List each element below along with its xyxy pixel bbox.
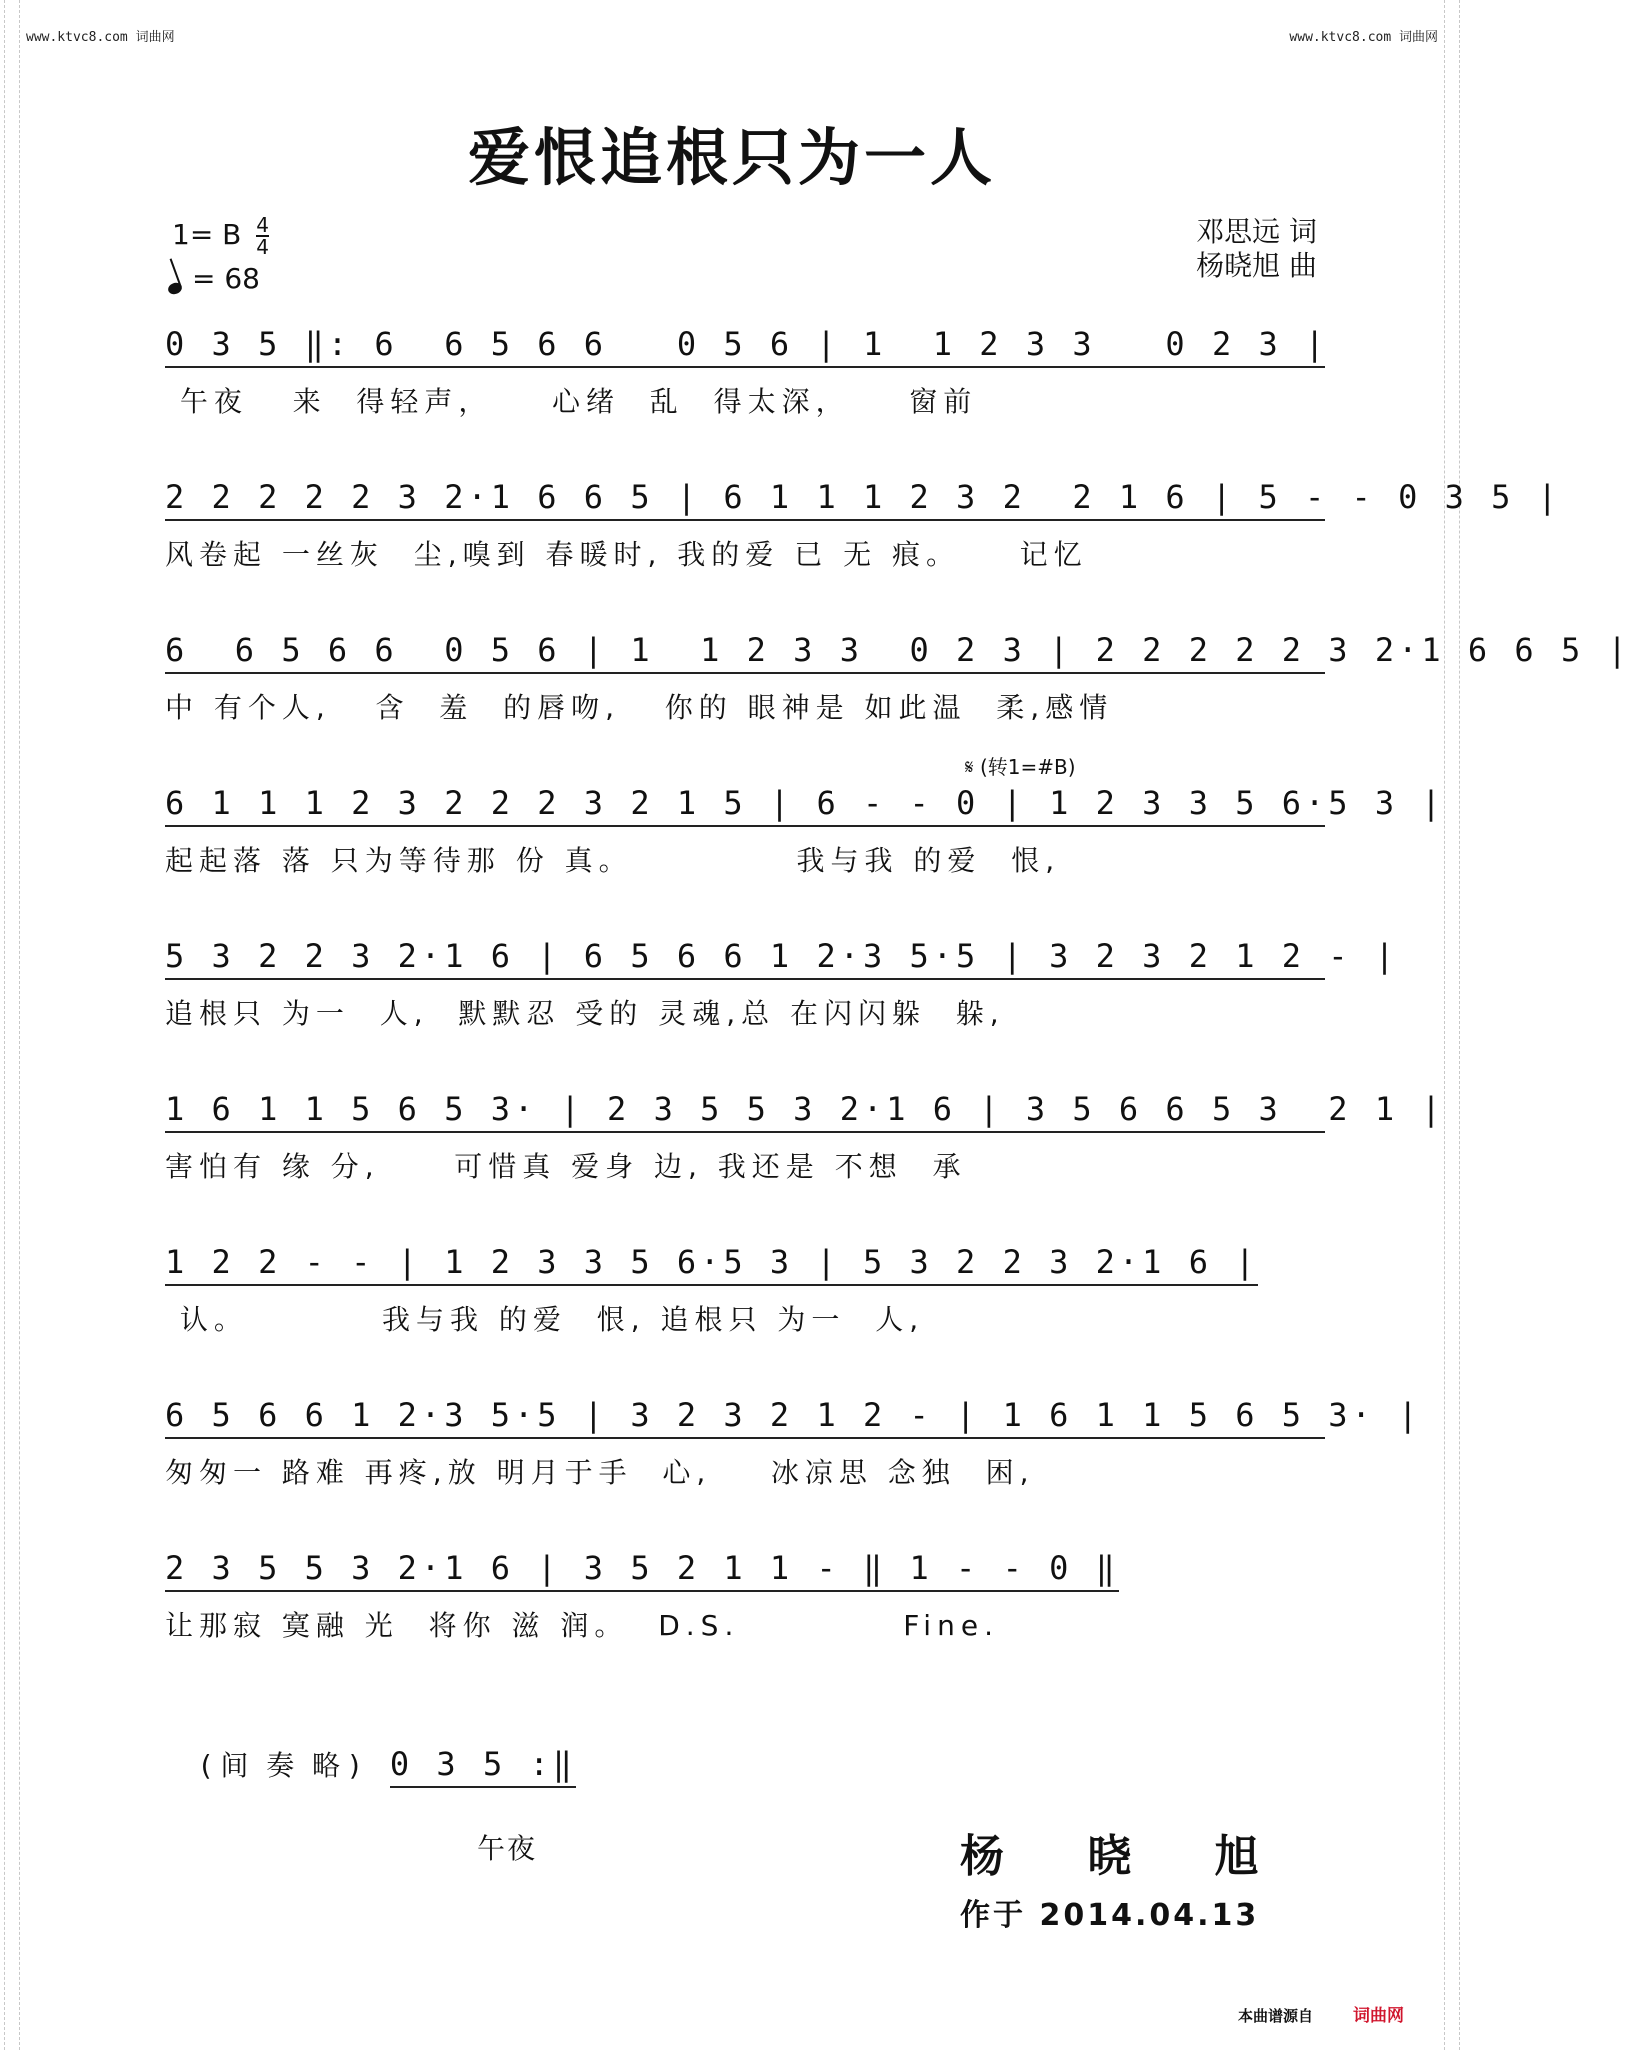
lyric-line: 让那寂 寞融 光 将你 滋 润。 D.S. Fine. [165, 1609, 999, 1642]
lyric-line: 午夜 来 得轻声， 心绪 乱 得太深， 窗前 [165, 385, 978, 418]
score-system [165, 322, 1345, 475]
credits [1196, 215, 1317, 283]
score-system [165, 755, 1445, 934]
song-title: 爱恨追根只为一人 [467, 121, 996, 194]
tempo-value: = 68 [192, 262, 260, 295]
lyric-line: 风卷起 一丝灰 尘,嗅到 春暖时, 我的爱 已 无 痕。 记忆 [165, 538, 1088, 571]
notation-line: 1 2 2 - - | 1 2 3 3 5 6·5 3 | 5 3 2 2 3 2·1 6 | [165, 1240, 1258, 1286]
score-system [165, 1087, 1445, 1240]
segno-modulation [965, 751, 1076, 780]
interlude-lyric: 午夜 [477, 1832, 538, 1865]
key-label: 1= B [172, 218, 242, 251]
score-system [165, 475, 1561, 628]
lyric-line: 害怕有 缘 分, 可惜真 爱身 边, 我还是 不想 承 [165, 1150, 967, 1183]
score-system [165, 1393, 1422, 1546]
lyric-line: 匆匆一 路难 再疼,放 明月于手 心, 冰凉思 念独 困, [165, 1456, 1035, 1489]
signature-name: 杨 晓 旭 [960, 1831, 1293, 1882]
quarter-note-icon [167, 281, 184, 296]
score-system [165, 934, 1399, 1087]
time-signature-bottom: 4 [256, 235, 270, 259]
composer-credit: 杨晓旭 曲 [1196, 249, 1317, 282]
source-label: 本曲谱源自 [1237, 2007, 1313, 2025]
notation-line: 2 2 2 2 2 3 2·1 6 6 5 | 6 1 1 1 2 3 2 2 1 6 | 5 - - 0 3 5 | [165, 475, 1325, 521]
brand-link[interactable]: 词曲网 [1353, 2006, 1404, 2026]
notation-line: 5 3 2 2 3 2·1 6 | 6 5 6 6 1 2·3 5·5 | 3 2 3 2 1 2 - | [165, 934, 1325, 980]
score-system [165, 628, 1631, 781]
tempo-marking [168, 262, 260, 295]
modulation-label: (转1=#B) [979, 755, 1076, 779]
score-system [165, 1240, 1345, 1393]
music-score [165, 322, 1631, 1933]
left-margin-strip [4, 0, 20, 2050]
time-signature [256, 215, 269, 257]
notation-line: 6 1 1 1 2 3 2 2 2 3 2 1 5 | 6 - - 0 | 1 2 3 3 5 6·5 3 | [165, 781, 1325, 827]
signature-date: 作于 2014.04.13 [960, 1898, 1260, 1933]
score-system [165, 1546, 1345, 1699]
notation-line: 6 5 6 6 1 2·3 5·5 | 3 2 3 2 1 2 - | 1 6 1 1 5 6 5 3· | [165, 1393, 1325, 1439]
key-signature [172, 215, 269, 257]
site-header-left: www.ktvc8.com 词曲网 [26, 30, 175, 45]
interlude-notation: 0 3 5 :‖ [390, 1742, 576, 1788]
lyric-line: 中 有个人, 含 羞 的唇吻, 你的 眼神是 如此温 柔,感情 [165, 691, 1114, 724]
lyric-line: 起起落 落 只为等待那 份 真。 我与我 的爱 恨, [165, 844, 1061, 877]
time-signature-top: 4 [256, 213, 270, 237]
right-margin-strip [1444, 0, 1460, 2050]
notation-line: 2 3 5 5 3 2·1 6 | 3 5 2 1 1 - ‖ 1 - - 0 ‖ [165, 1546, 1119, 1592]
lyric-line: 认。 我与我 的爱 恨, 追根只 为一 人, [165, 1303, 925, 1336]
notation-line: 1 6 1 1 5 6 5 3· | 2 3 5 5 3 2·1 6 | 3 5 6 6 5 3 2 1 | [165, 1087, 1325, 1133]
lyric-line: 追根只 为一 人, 默默忍 受的 灵魂,总 在闪闪躲 躲, [165, 997, 1005, 1030]
segno-icon: 𝄋 [965, 755, 974, 779]
site-header-right: www.ktvc8.com 词曲网 [1289, 30, 1438, 45]
notation-line: 6 6 5 6 6 0 5 6 | 1 1 2 3 3 0 2 3 | 2 2 2 2 2 3 2·1 6 6 5 | [165, 628, 1325, 674]
interlude-label: ( 间 奏 略 ) [200, 1749, 360, 1782]
lyricist-credit: 邓思远 词 [1196, 215, 1317, 248]
notation-line: 0 3 5 ‖: 6 6 5 6 6 0 5 6 | 1 1 2 3 3 0 2 3 | [165, 322, 1325, 368]
footer-source [1238, 2001, 1404, 2026]
